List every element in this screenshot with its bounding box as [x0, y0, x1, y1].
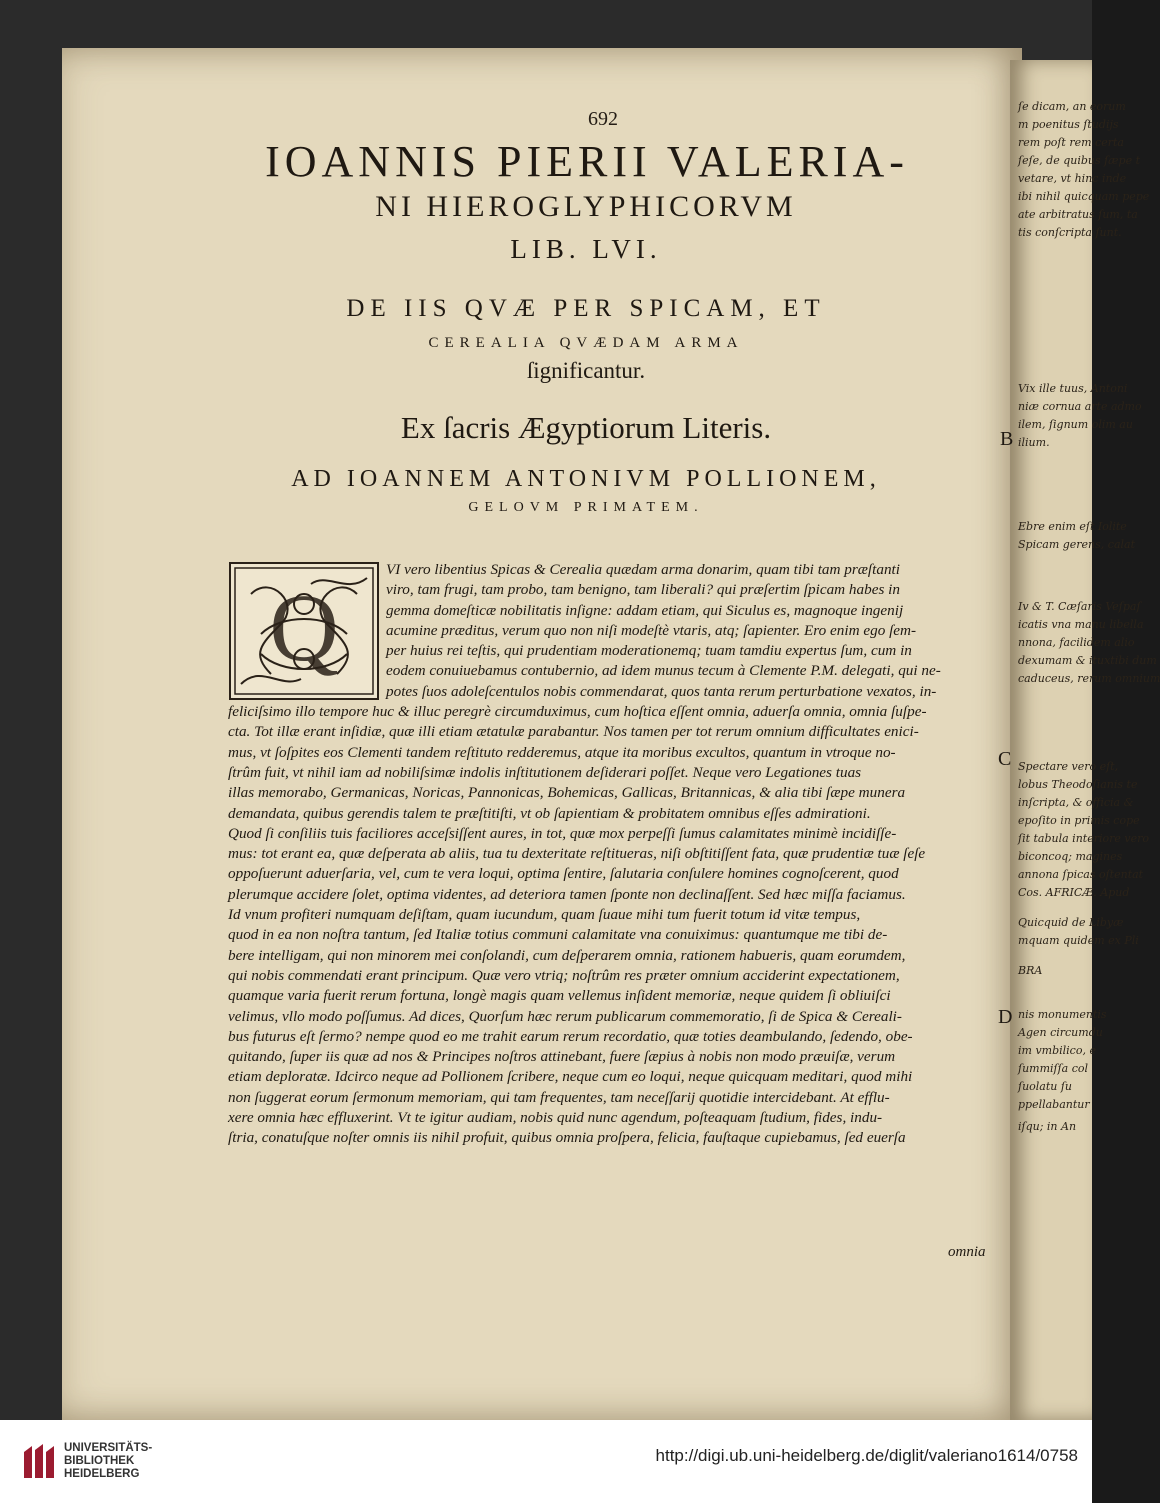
address-line-1: AD IOANNEM ANTONIVM POLLIONEM,	[291, 466, 881, 492]
margin-letter-b: B	[1000, 428, 1014, 450]
text-line: gemma domeſticæ nobilitatis inſigne: addam etiam, qui Siculus es, magnoque ingenij	[386, 601, 904, 619]
margin-letter-d: D	[998, 1006, 1013, 1028]
text-line: quod in ea non noſtra tantum, ſed Italiæ totius communi calamitate vna conuiximus: quantumque me tibi de-	[228, 926, 888, 944]
facing-text-line: ibi nihil quicquam pepe	[1018, 190, 1150, 203]
title-line-2: NI HIEROGLYPHICORVM	[375, 190, 797, 223]
text-line: Id vnum profiteri numquam deſiſtam, quam iucundum, quam ſuaue mihi tum fuerit totum id vitæ tempus,	[228, 906, 861, 924]
facing-text-line: ate arbitratus ſum, ta	[1018, 208, 1138, 221]
page-number: 692	[588, 108, 618, 130]
facing-text-line: ſe dicam, an eorum	[1018, 100, 1126, 113]
library-name[interactable]: UNIVERSITÄTS- BIBLIOTHEK HEIDELBERG	[64, 1442, 153, 1480]
facing-text-line: mquam quidem ex Pli	[1018, 934, 1139, 947]
facing-text-line: nnona, facilidem alio	[1018, 636, 1135, 649]
facing-text-line: Spectare vero eſt,	[1018, 760, 1119, 773]
facing-text-line: Cos. AFRICÆ. Apud	[1018, 886, 1130, 899]
title-line-3: LIB. LVI.	[510, 234, 662, 264]
facing-text-line: Vix ille tuus, Antoni	[1018, 382, 1128, 395]
facing-text-line: ſit tabula interiore vero	[1018, 832, 1149, 845]
facing-text-line: dexumam & ituxtibi dum	[1018, 654, 1157, 667]
facing-text-line: epoſito in primis cope	[1018, 814, 1140, 827]
text-line: cta. Tot illæ erant inſidiæ, quæ illi etiam ætatulæ parabantur. Nos tamen per tot rerum omnium difficultates enici-	[228, 723, 919, 741]
text-line: viro, tam frugi, tam probo, tam benigno, tam liberali? qui præſertim ſpicam habes in	[386, 581, 900, 599]
text-line: plerumque accidere ſolet, optima videntes, ad deteriora tamen ſponte non declinaſſent. Sed hæc miſſa faciamus.	[228, 885, 906, 903]
text-line: ſtria, conatuſque noſter omnis iis nihil profuit, quibus omnia proſpera, felicia, fauſtaque cupiebamus, ſed euerſa	[228, 1129, 906, 1147]
facing-text-line: inſcripta, & officia &	[1018, 796, 1134, 809]
facing-text-line: ilium.	[1018, 436, 1050, 449]
facing-text-line: tis conſcripta ſunt.	[1018, 226, 1122, 239]
subtitle-line-3: ſignificantur.	[526, 358, 646, 383]
text-line: quitando, ſuper iis quæ ad nos & Principes noſtros attinebant, fuere ſæpius à nobis non modo præuiſæ, verum	[228, 1048, 896, 1066]
text-line: potes ſuos adoleſcentulos nobis commendarat, quos tanta rerum perturbatione vexatos, in-	[386, 682, 937, 700]
text-line: Quod ſi conſiliis tuis faciliores acceſsiſſent aures, in tot, quæ mox perpeſſi ſumus calamitates minimè incidiſſe-	[228, 824, 897, 842]
text-line: oppoſuerunt aduerſaria, vel, cum te vera loqui, optima ſentire, ſalutaria conſulere homines cognoſcerent, quod	[228, 865, 899, 883]
address-line-2: GELOVM PRIMATEM.	[468, 500, 704, 515]
svg-text:Q: Q	[269, 574, 339, 681]
facing-text-line: im vmbilico, e	[1018, 1044, 1096, 1057]
facing-text-line: ſummiſſa col	[1018, 1062, 1089, 1075]
text-line: non ſuggerat eorum ſermonum memoriam, qui tam frequentes, tam neceſſarij quotidie intercidebant. At efflu-	[228, 1088, 890, 1106]
text-line: bus futurus eſt ſermo? nempe quod eo me trahit earum rerum recordatio, quæ toties deambulando, ſedendo, obe-	[228, 1027, 913, 1045]
subtitle-line-1: DE IIS QVÆ PER SPICAM, ET	[346, 295, 826, 322]
text-line: mus, vt ſoſpites eos Clementi tandem reſtituto redderemus, atque ita moribus excultos, quantum in vtroque no-	[228, 743, 896, 761]
text-line: bere intelligam, qui non minorem mei conſolandi, cum deſperarem omnia, rationem habueris, quam eorumdem,	[228, 946, 906, 964]
section-heading: Ex ſacris Ægyptiorum Literis.	[400, 410, 772, 445]
text-line: ſtrûm fuit, vt nihil iam ad nobiliſsimæ indolis inſtitutionem deſiderari poſſet. Neque vero Legationes tuas	[228, 763, 862, 781]
text-line: quamque varia fuerit rerum fortuna, longè magis quam vellemus inſident memoriæ, neque quidem ſi obliuiſci	[228, 987, 891, 1005]
permalink-url[interactable]: http://digi.ub.uni-heidelberg.de/diglit/valeriano1614/0758	[655, 1446, 1078, 1465]
text-line: illas memorabo, Germanicas, Noricas, Pannonicas, Bohemicas, Gallicas, Britannicas, & alia tibi ſæpe munera	[228, 784, 906, 802]
facing-text-line: caduceus, rerum omnium	[1018, 672, 1160, 685]
margin-letter-c: C	[998, 748, 1012, 770]
facing-text-line: ppellabantur	[1018, 1098, 1090, 1111]
facing-text-line: Spicam gerens, calat	[1018, 538, 1135, 551]
facing-text-line: vetare, vt hinc inde	[1018, 172, 1127, 185]
footer-bar	[0, 1420, 1092, 1503]
text-line: xere omnia hæc effluxerint. Vt te igitur audiam, nobis quid nunc agendum, poſteaquam ſtudium, fides, indu-	[228, 1109, 883, 1127]
facing-text-line: niæ cornua arte admo	[1018, 400, 1142, 413]
text-line: VI vero libentius Spicas & Cerealia quædam arma donarim, quam tibi tam præſtanti	[386, 561, 900, 578]
library-logo-icon	[20, 1442, 58, 1482]
text-line: etiam deploratæ. Idcirco neque ad Pollionem ſcribere, neque cum eo loqui, neque quicquam meditari, quod mihi	[228, 1068, 913, 1086]
facing-text-line: Agen circumdu	[1018, 1026, 1103, 1039]
facing-text-line: Iv & T. Cæſaris Veſpaſ	[1018, 600, 1141, 613]
subtitle-line-2: CEREALIA QVÆDAM ARMA	[428, 335, 744, 351]
body-text	[228, 560, 994, 1149]
facing-text-line: Ebre enim eſt Iolite	[1018, 520, 1127, 533]
facing-text-line: m poenitus ſtudijs	[1018, 118, 1119, 131]
text-line: eodem conuiuebamus contubernio, ad idem munus tecum à Clemente P.M. delegati, qui ne-	[386, 662, 941, 680]
text-line: velimus, vllo modo poſſumus. Ad dices, Quorſum hæc rerum publicarum commemoratio, ſi de Spica & Cereali-	[228, 1007, 902, 1025]
text-line: mus: tot erant ea, quæ deſperata ab aliis, tua tu dexteritate reſtitueras, niſi obſtitiſſent fata, quæ prudentiæ tuæ ſeſe	[228, 845, 926, 863]
text-line: demandata, quibus gerendis talem te præſtitiſti, vt ob ſapientiam & probitatem omnibus eſſes admirationi.	[228, 804, 871, 822]
facing-text-line: icatis vna manu libella	[1018, 618, 1144, 631]
text-line: qui nobis commendati erant principum. Quæ vero vtriq; noſtrûm res præter omnium acciderint expectationem,	[228, 966, 900, 984]
title-line-1: IOANNIS PIERII VALERIA-	[265, 137, 909, 186]
text-line: feliciſsimo illo tempore huc & illuc peregrè circumduximus, cum hoſtica eſſent omnia, aduerſa omnia, omnia ſuſpe-	[228, 703, 927, 721]
facing-text-line: Quicquid de Libyæ	[1018, 916, 1124, 929]
facing-text-line: annona ſpicas oſtentat	[1018, 868, 1144, 881]
facing-text-line: nis monumentis	[1018, 1008, 1107, 1021]
facing-text-line: ſeſe, de quibus ſæpe t	[1018, 154, 1140, 167]
facing-text-line: rem poſt rem certa	[1018, 136, 1124, 149]
facing-text-line: BRA	[1018, 964, 1043, 977]
facing-text-line: biconcoq; magines	[1018, 850, 1123, 863]
facing-text-line: lobus Theodoſianis te	[1018, 778, 1138, 791]
catchword: omnia	[948, 1244, 986, 1260]
facing-text-line: iſqu; in An	[1018, 1120, 1077, 1133]
text-line: per huius rei teſtis, qui prudentiam moderationemq; tuam tamdiu expertus ſum, cum in	[386, 642, 912, 660]
text-line: acumine præditus, verum quo non niſi modeſtè vtaris, atq; ſapienter. Ero enim ego ſem-	[386, 621, 917, 639]
facing-text-line: ilem, ſignum olim au	[1018, 418, 1133, 431]
facing-text-line: ſuolatu ſu	[1018, 1080, 1073, 1093]
